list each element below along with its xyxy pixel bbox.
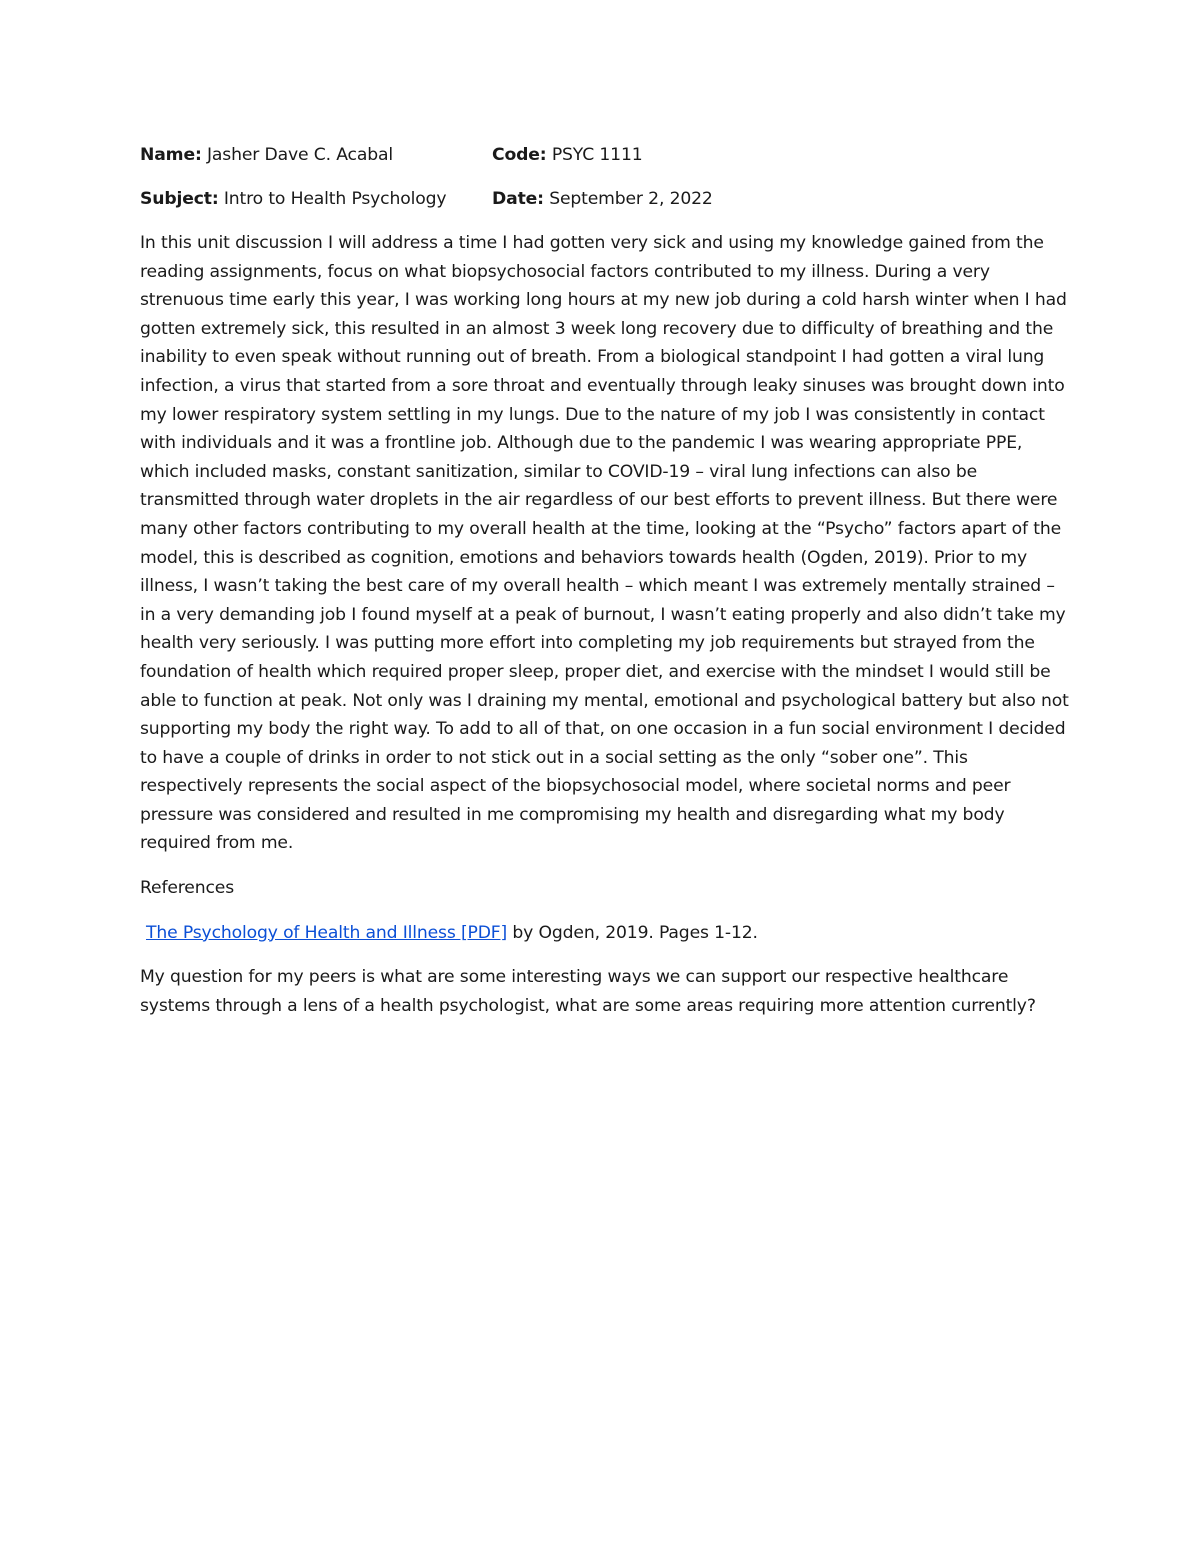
main-paragraph: In this unit discussion I will address a time I had gotten very sick and using my knowledge gained from the reading assignments, focus on what biopsychosocial factors contributed to my illness. During a very strenuous time early this year, I was working long hours at my new job during a cold harsh winter when I had gotten extremely sick, this resulted in an almost 3 week long recovery due to difficulty of breathing and the inability to even speak without running out of breath. From a biological standpoint I had gotten a viral lung infection, a virus that started from a sore throat and eventually through leaky sinuses was brought down into my lower respiratory system settling in my lungs. Due to the nature of my job I was consistently in contact with individuals and it was a frontline job. Although due to the pandemic I was wearing appropriate PPE, which included masks, constant sanitization, similar to COVID-19 – viral lung infections can also be transmitted through water droplets in the air regardless of our best efforts to prevent illness. But there were many other factors contributing to my overall health at the time, looking at the “Psycho” factors apart of the model, this is described as cognition, emotions and behaviors towards health (Ogden, 2019). Prior to my illness, I wasn’t taking the best care of my overall health – which meant I was extremely mentally strained – in a very demanding job I found myself at a peak of burnout, I wasn’t eating properly and also didn’t take my health very seriously. I was putting more effort into completing my job requirements but strayed from the foundation of health which required proper sleep, proper diet, and exercise with the mindset I would still be able to function at peak. Not only was I draining my mental, emotional and psychological battery but also not supporting my body the right way. To add to all of that, on one occasion in a fun social environment I decided to have a couple of drinks in order to not stick out in a social setting as the only “sober one”. This respectively represents the social aspect of the biopsychosocial model, where societal norms and peer pressure was considered and resulted in me compromising my health and disregarding what my body required from me.	[140, 233, 1069, 854]
subject-value: Intro to Health Psychology	[218, 189, 447, 209]
header-row-subject-date	[140, 185, 1070, 213]
date-label: Date:	[492, 189, 544, 209]
code-field	[492, 141, 992, 169]
document-content	[140, 141, 1070, 1036]
header-row-name-code	[140, 141, 1070, 169]
reference-link[interactable]: The Psychology of Health and Illness [PDF]	[146, 922, 508, 943]
date-field	[492, 185, 992, 213]
name-label: Name:	[140, 145, 202, 165]
code-label: Code:	[492, 145, 547, 165]
subject-label: Subject:	[140, 189, 219, 209]
code-value: PSYC 1111	[546, 145, 643, 165]
subject-field	[140, 185, 492, 213]
date-value: September 2, 2022	[543, 189, 713, 209]
name-field	[140, 141, 492, 169]
name-value: Jasher Dave C. Acabal	[201, 145, 393, 165]
reference-suffix: by Ogden, 2019. Pages 1-12.	[507, 922, 758, 943]
references-heading: References	[140, 878, 235, 899]
reference-entry	[140, 919, 1070, 948]
question-paragraph: My question for my peers is what are some interesting ways we can support our respective healthcare systems through a lens of a health psychologist, what are some areas requiring more attention currently?	[140, 967, 1036, 1016]
